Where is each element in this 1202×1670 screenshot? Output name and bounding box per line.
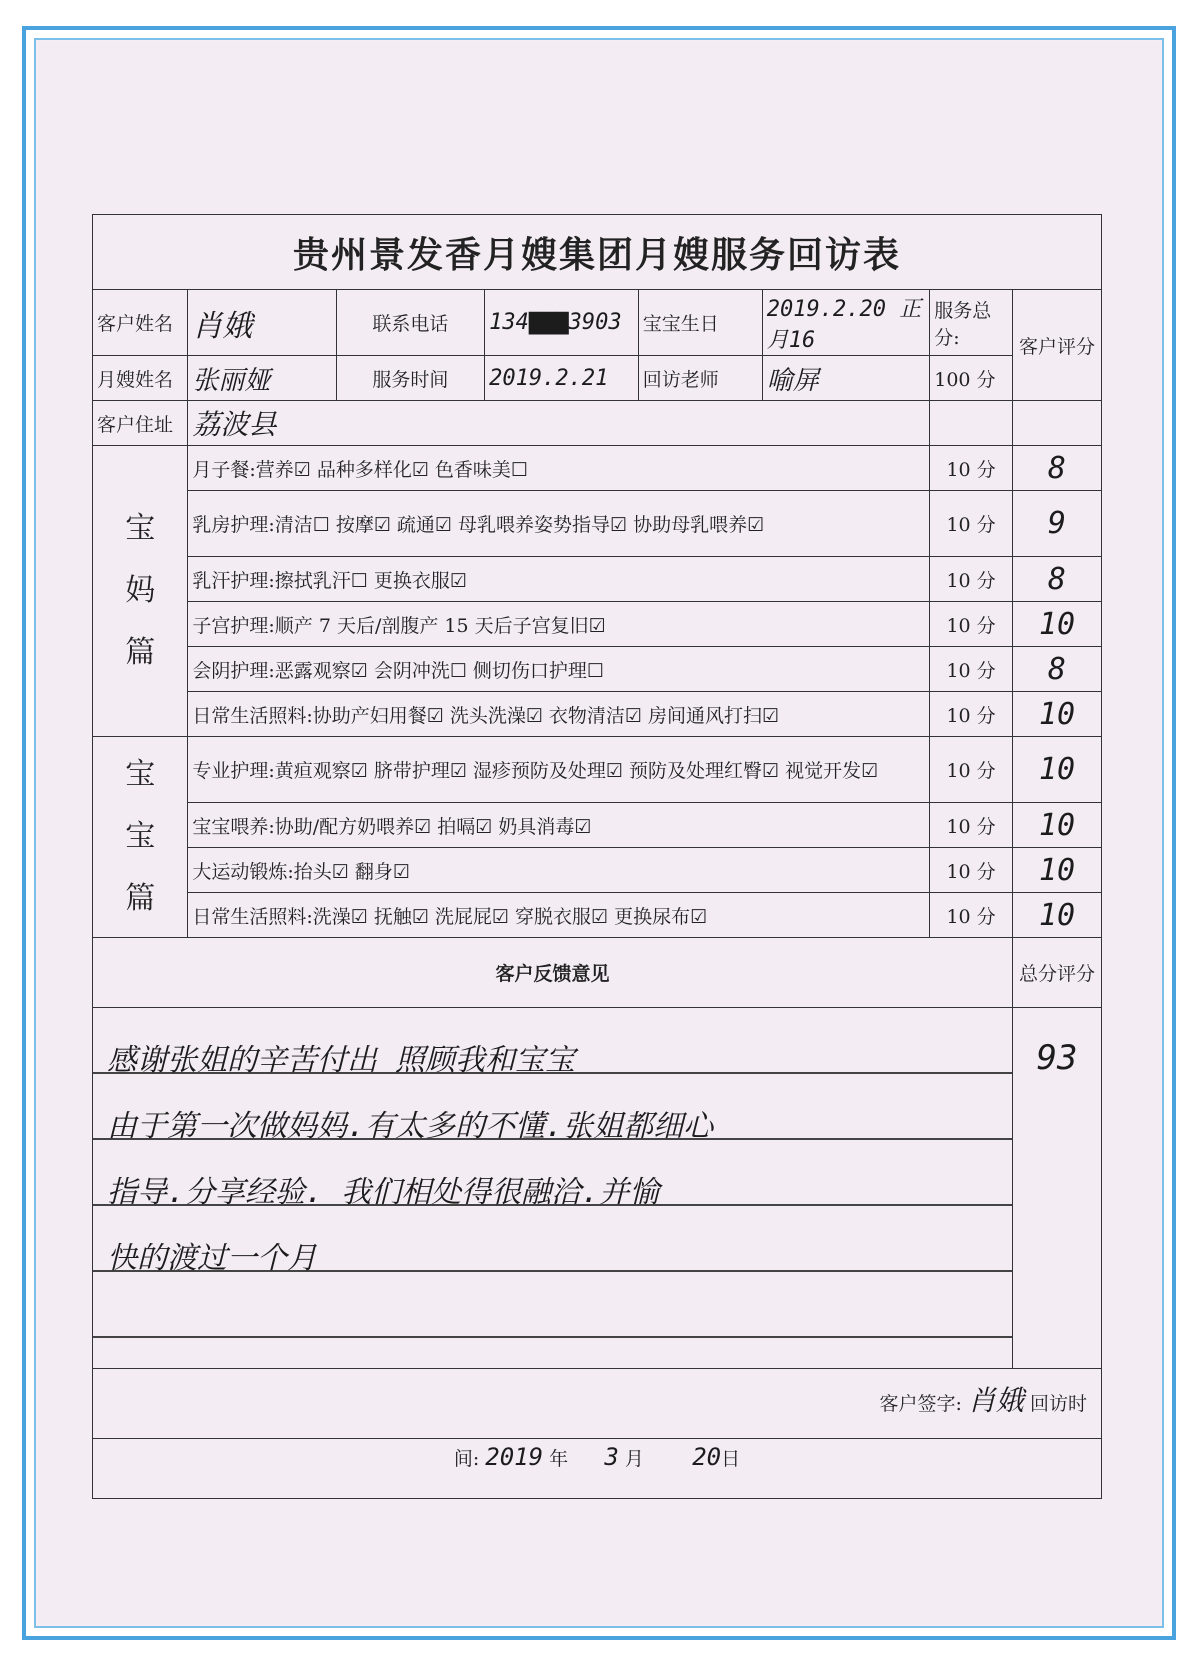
customer-rating-header: 客户评分 [1012,290,1101,401]
visit-year-value: 2019 [485,1443,544,1471]
mom-item-score: 10 [1012,692,1101,737]
mom-item-score: 8 [1012,647,1101,692]
visit-month-value: 3 [604,1443,619,1471]
address-label: 客户住址 [93,401,188,446]
baby-item: 专业护理:黄疸观察☑ 脐带护理☑ 湿疹预防及处理☑ 预防及处理红臀☑ 视觉开发☑ [188,737,930,803]
address-value: 荔波县 [188,401,930,446]
mom-item-points: 10 分 [930,557,1013,602]
nanny-name-value: 张丽娅 [188,356,336,401]
service-time-label: 服务时间 [336,356,484,401]
mom-item: 乳汗护理:擦拭乳汗☐ 更换衣服☑ [188,557,930,602]
baby-item: 日常生活照料:洗澡☑ 抚触☑ 洗屁屁☑ 穿脱衣服☑ 更换尿布☑ [188,893,930,938]
baby-item-points: 10 分 [930,737,1013,803]
baby-item-score: 10 [1012,848,1101,893]
customer-name-value: 肖娥 [188,290,336,356]
customer-name-label: 客户姓名 [93,290,188,356]
mom-section-text: 宝 妈 篇 [125,511,156,670]
total-service-label: 服务总分: [930,290,1013,356]
form-title: 贵州景发香月嫂集团月嫂服务回访表 [93,215,1102,290]
phone-value: 134▇▇▇3903 [485,290,639,356]
mom-item: 日常生活照料:协助产妇用餐☑ 洗头洗澡☑ 衣物清洁☑ 房间通风打扫☑ [188,692,930,737]
visit-teacher-label: 回访老师 [638,356,762,401]
total-score: 93 [1012,1008,1101,1369]
mom-item-points: 10 分 [930,692,1013,737]
feedback-line: 快的渡过一个月 [107,1241,317,1276]
feedback-line: 指导.分享经验. 我们相处得很融洽.并愉 [107,1175,660,1210]
baby-item-score: 10 [1012,803,1101,848]
feedback-line: 由于第一次做妈妈.有太多的不懂.张姐都细心 [107,1109,714,1144]
baby-item-score: 10 [1012,893,1101,938]
month-label: 月 [624,1448,644,1470]
mom-item: 月子餐:营养☑ 品种多样化☑ 色香味美☐ [188,446,930,491]
baby-item-points: 10 分 [930,803,1013,848]
mom-section-label [93,446,188,737]
signature-label: 客户签字: [879,1393,962,1415]
visit-form-table [92,214,1102,1499]
mom-item: 乳房护理:清洁☐ 按摩☑ 疏通☑ 母乳喂养姿势指导☑ 协助母乳喂养☑ [188,491,930,557]
signature-value: 肖娥 [967,1384,1024,1417]
feedback-header: 客户反馈意见 [93,938,1013,1008]
visit-time-label-a: 回访时 [1029,1393,1087,1415]
mom-item: 子宫护理:顺产 7 天后/剖腹产 15 天后子宫复旧☑ [188,602,930,647]
total-rating-header: 总分评分 [1012,938,1101,1008]
baby-birthday-value: 2019.2.20 正月16 [762,290,929,356]
nanny-name-label: 月嫂姓名 [93,356,188,401]
visit-date-row [93,1439,1102,1499]
mom-item-score: 8 [1012,557,1101,602]
mom-item-points: 10 分 [930,602,1013,647]
baby-item-score: 10 [1012,737,1101,803]
mom-item-points: 10 分 [930,491,1013,557]
mom-item-points: 10 分 [930,446,1013,491]
mom-item-score: 10 [1012,602,1101,647]
service-time-value: 2019.2.21 [485,356,639,401]
baby-section-label [93,737,188,938]
visit-day-value: 20 [692,1443,722,1471]
baby-item: 宝宝喂养:协助/配方奶喂养☑ 拍嗝☑ 奶具消毒☑ [188,803,930,848]
address-score-cell [1012,401,1101,446]
baby-item: 大运动锻炼:抬头☑ 翻身☑ [188,848,930,893]
visit-teacher-value: 喻屏 [762,356,929,401]
address-points-cell [930,401,1013,446]
feedback-lines [93,1008,1012,1368]
mom-item-score: 8 [1012,446,1101,491]
mom-item-points: 10 分 [930,647,1013,692]
baby-item-points: 10 分 [930,848,1013,893]
total-points-label: 100 分 [930,356,1013,401]
phone-label: 联系电话 [336,290,484,356]
signature-row [93,1369,1102,1439]
baby-item-points: 10 分 [930,893,1013,938]
visit-time-label-b: 间: [453,1448,480,1470]
day-label: 日 [721,1448,741,1470]
feedback-body [93,1008,1013,1369]
baby-section-text: 宝 宝 篇 [125,757,156,916]
baby-birthday-label: 宝宝生日 [638,290,762,356]
mom-item: 会阴护理:恶露观察☑ 会阴冲洗☐ 侧切伤口护理☐ [188,647,930,692]
mom-item-score: 9 [1012,491,1101,557]
feedback-line: 感谢张姐的辛苦付出 照顾我和宝宝 [107,1043,576,1078]
year-label: 年 [549,1448,569,1470]
